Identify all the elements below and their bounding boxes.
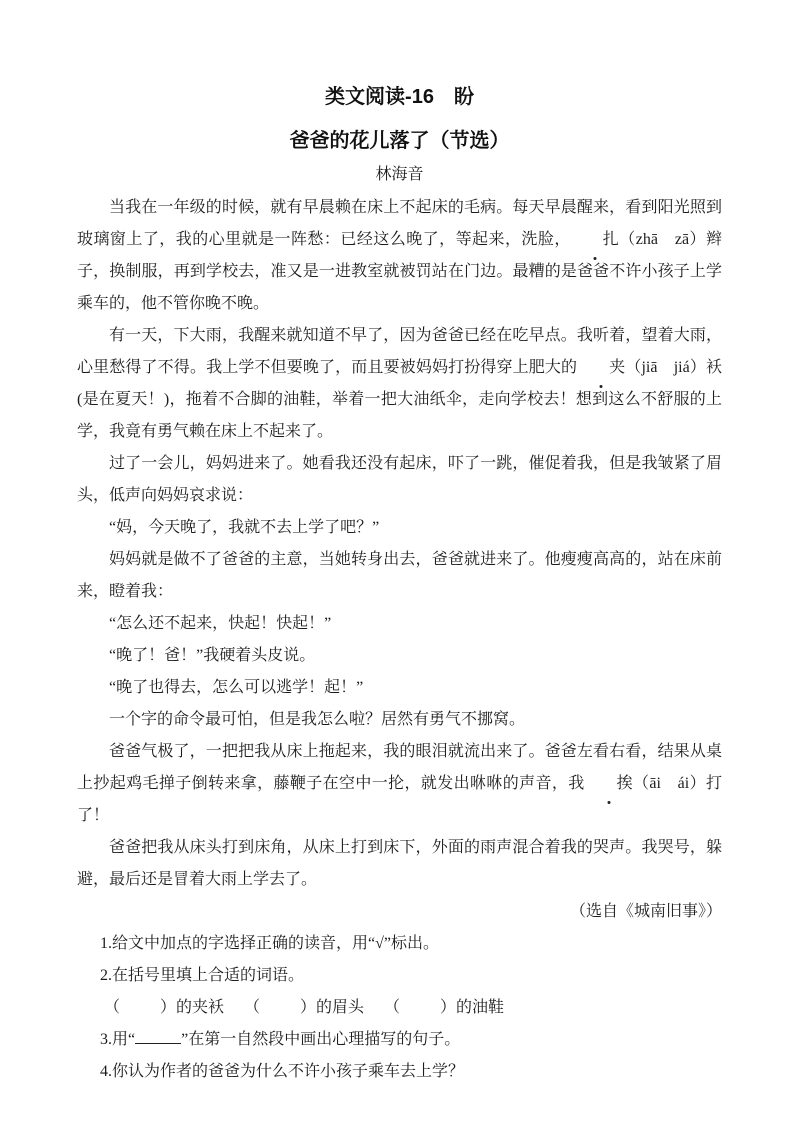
- question-3: 3.用“ ”在第一自然段中画出心理描写的句子。: [100, 1031, 461, 1048]
- passage-paragraph: “晚了也得去，怎么可以逃学！起！”: [109, 679, 364, 696]
- emphasis-dot-char: 扎: [571, 224, 619, 256]
- passage-attribution: （选自《城南旧事》）: [569, 903, 722, 920]
- passage-paragraph: 一个字的命令最可怕，但是我怎么啦？居然有勇气不挪窝。: [109, 711, 526, 728]
- question-2-blanks: （ ）的夹袄 （ ）的眉头 （ ）的油鞋: [104, 999, 505, 1016]
- question-1: 1.给文中加点的字选择正确的读音，用“√”标出。: [100, 935, 439, 952]
- exercises-list: [77, 928, 722, 1088]
- passage-paragraph: “怎么还不起来，快起！快起！”: [109, 615, 332, 632]
- page-title: 类文阅读-16 盼: [325, 86, 474, 108]
- passage-paragraph: 爸爸气极了，一把把我从床上拖起来，我的眼泪就流出来了。爸爸左看右看，结果从桌上抄起鸡毛掸子倒转来拿，藤鞭子在空中一抡，就发出咻咻的声音，我 挨（āi ái）打了！: [77, 743, 722, 824]
- passage-paragraph: 有一天，下大雨，我醒来就知道不早了，因为爸爸已经在吃早点。我听着，望着大雨，心里愁得了不得。我上学不但要晚了，而且要被妈妈打扮得穿上肥大的 夹（jiā jiá）袄(是在夏天！)，拖着不合脚的油鞋，举着一把大油纸伞，走向学校去！想到这么不舒服的上学，我竟有勇气赖在床上不起来了。: [77, 327, 722, 440]
- emphasis-dot-char: 夹: [577, 352, 625, 384]
- passage-paragraph: 当我在一年级的时候，就有早晨赖在床上不起床的毛病。每天早晨醒来，看到阳光照到玻璃窗上了，我的心里就是一阵愁：已经这么晚了，等起来，洗脸， 扎（zhā zā）辫子，换制服，再到学校去，准又是一进教室就被罚站在门边。最糟的是爸爸不许小孩子上学乘车的，他不管你晚不晚。: [77, 199, 722, 312]
- passage-paragraph: 过了一会儿，妈妈进来了。她看我还没有起床，吓了一跳，催促着我，但是我皱紧了眉头，低声向妈妈哀求说：: [77, 455, 722, 504]
- passage-paragraph: 爸爸把我从床头打到床角，从床上打到床下，外面的雨声混合着我的哭声。我哭号，躲避，最后还是冒着大雨上学去了。: [77, 839, 722, 888]
- emphasis-dot-char: 挨: [585, 768, 633, 800]
- passage-paragraph: 妈妈就是做不了爸爸的主意，当她转身出去，爸爸就进来了。他瘦瘦高高的，站在床前来，瞪着我：: [77, 551, 722, 600]
- passage-paragraphs: [77, 192, 722, 896]
- underline-blank: [135, 1030, 181, 1044]
- passage-author: 林海音: [375, 166, 424, 183]
- question-4: 4.你认为作者的爸爸为什么不许小孩子乘车去上学？: [100, 1063, 465, 1080]
- question-2: 2.在括号里填上合适的词语。: [100, 967, 305, 984]
- passage-paragraph: “晚了！爸！”我硬着头皮说。: [109, 647, 316, 664]
- passage-subtitle: 爸爸的花儿落了（节选）: [289, 130, 510, 152]
- passage-paragraph: “妈，今天晚了，我就不去上学了吧？”: [109, 519, 380, 536]
